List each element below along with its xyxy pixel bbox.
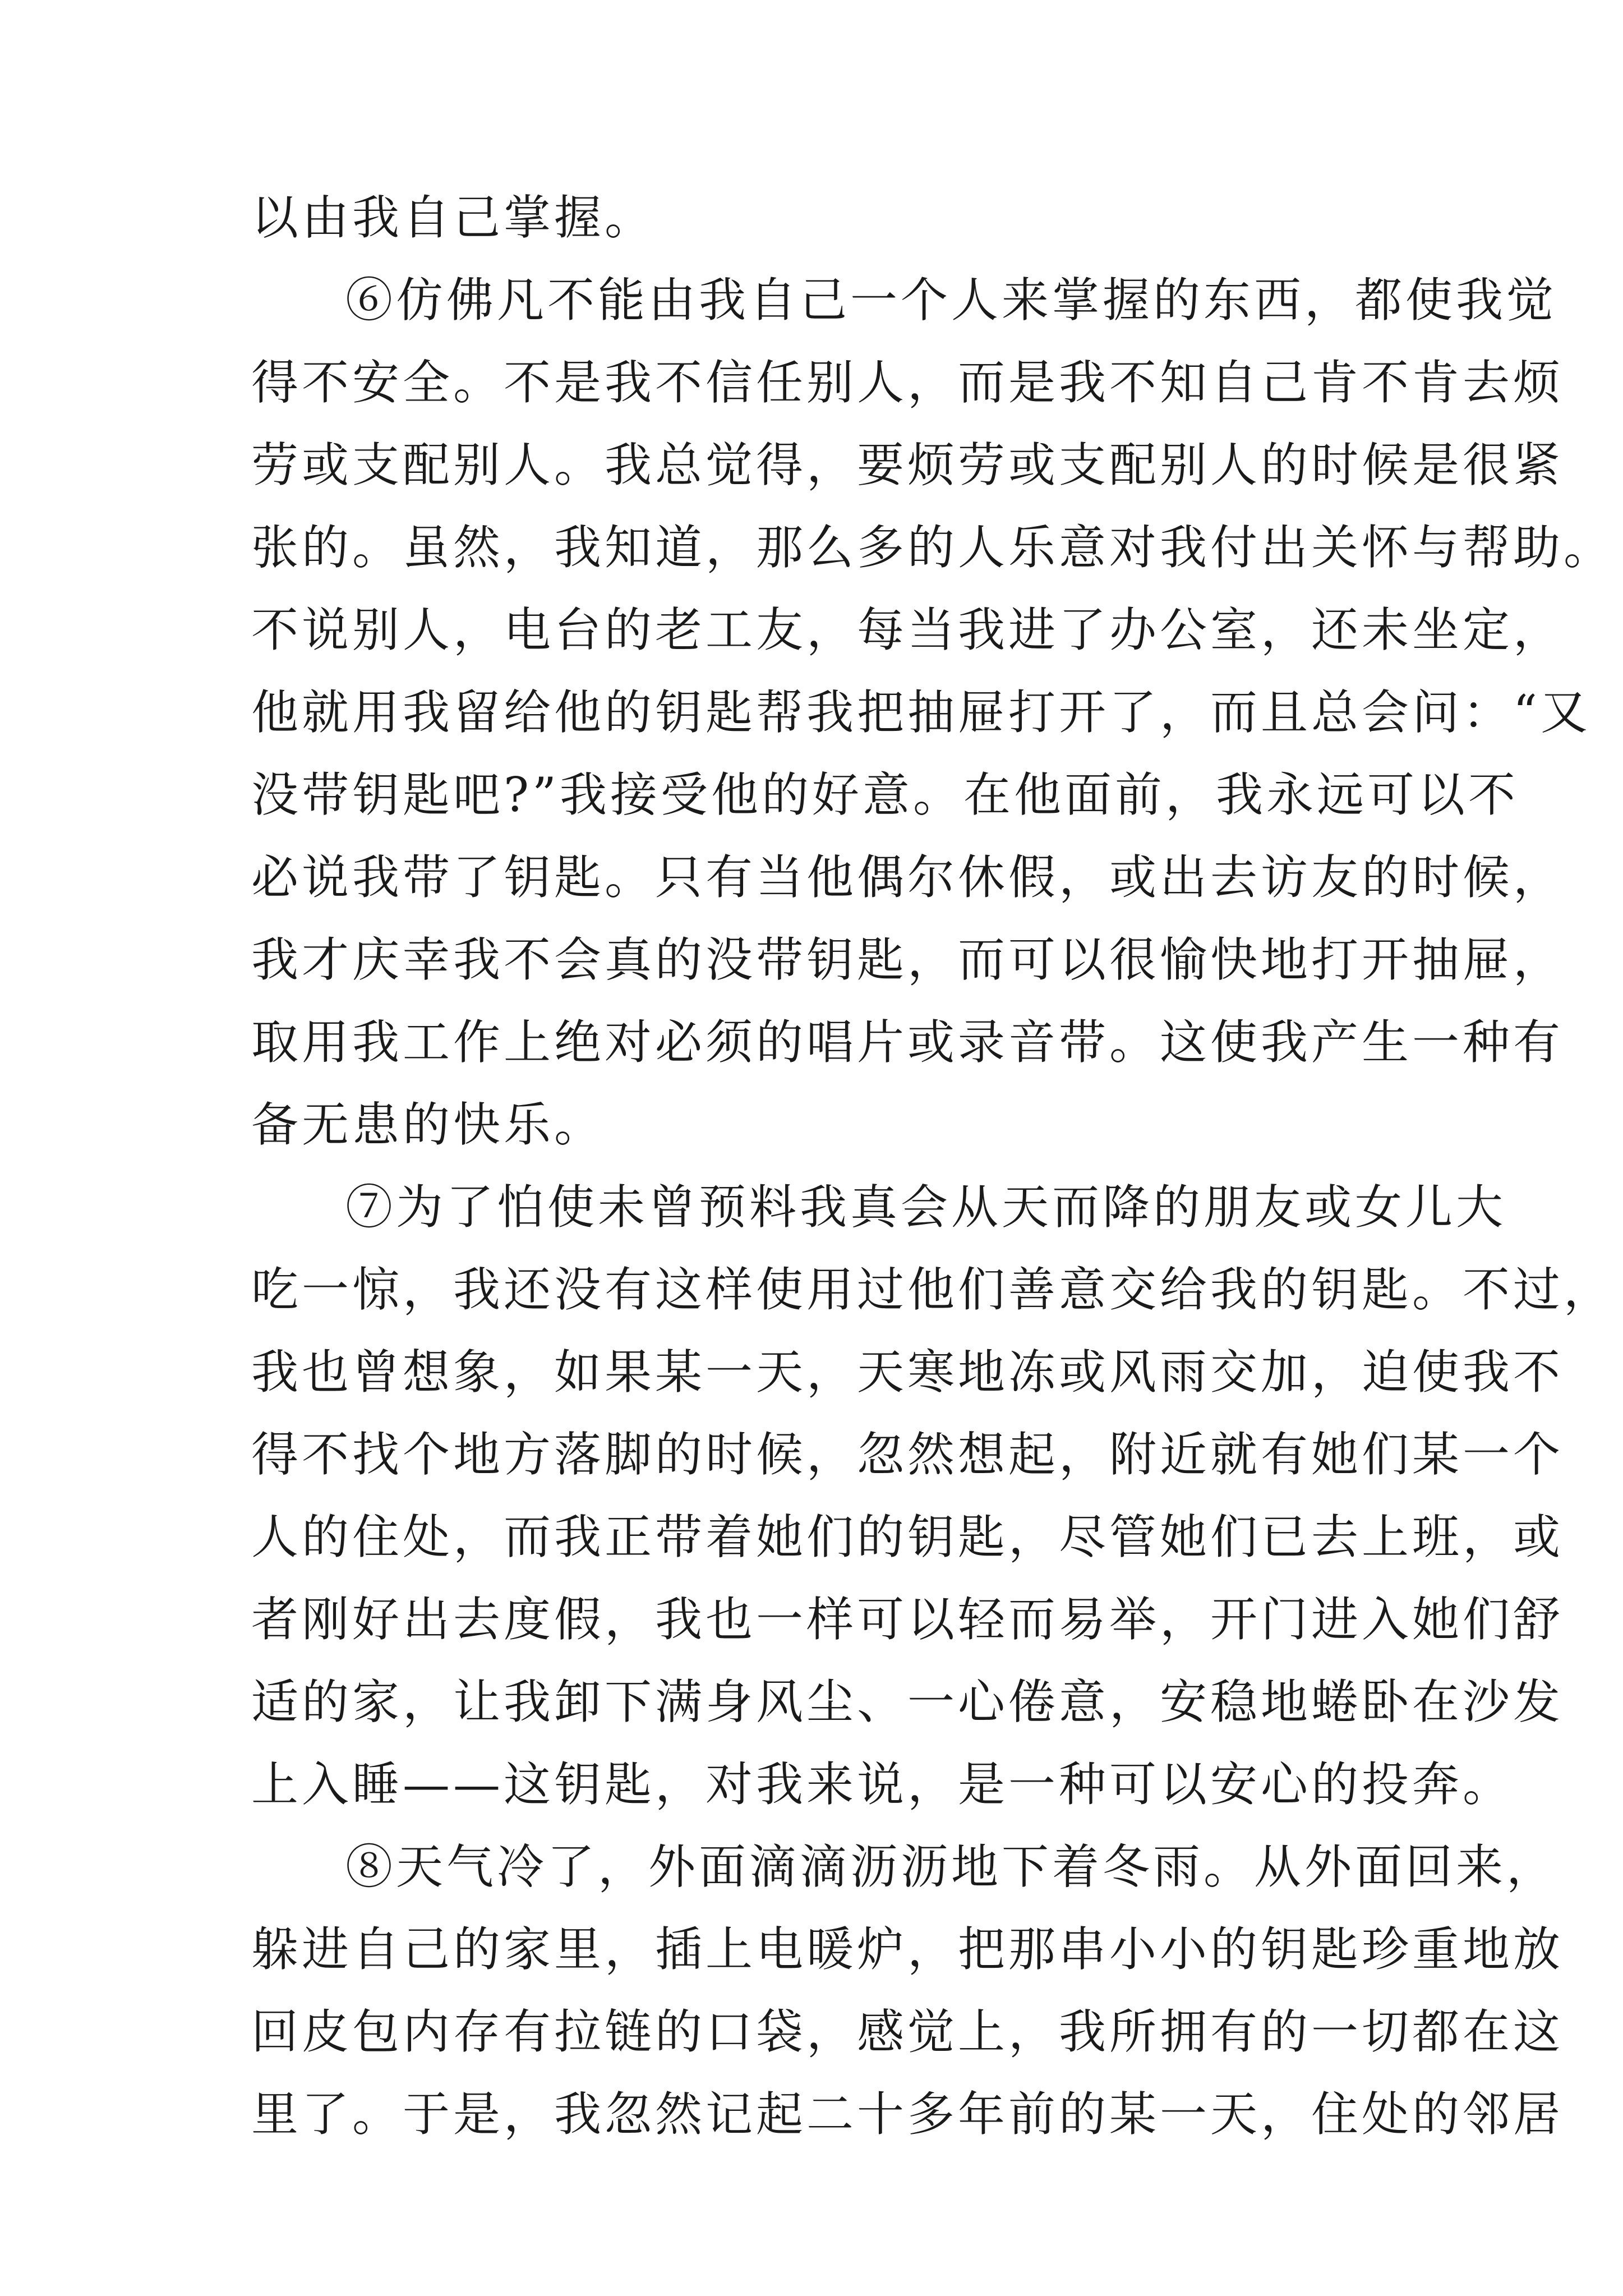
body-text	[251, 177, 1615, 2156]
text-line: 没带钥匙吧?”我接受他的好意。在他面前，我永远可以不	[251, 767, 1519, 822]
paragraph-8-start: ⑧天气冷了，外面滴滴沥沥地下着冬雨。从外面回来，	[345, 1839, 1557, 1894]
text-line: 不说别人，电台的老工友，每当我进了办公室，还未坐定，	[251, 602, 1564, 657]
text-line: 回皮包内存有拉链的口袋，感觉上，我所拥有的一切都在这	[251, 2004, 1564, 2059]
text-line: 他就用我留给他的钥匙帮我把抽屉打开了，而且总会问：“又	[251, 685, 1591, 740]
text-line: 上入睡——这钥匙，对我来说，是一种可以安心的投奔。	[251, 1757, 1514, 1812]
text-line: 张的。虽然，我知道，那么多的人乐意对我付出关怀与帮助。	[251, 520, 1615, 575]
text-line: 以由我自己掌握。	[251, 190, 656, 245]
text-line: 得不安全。不是我不信任别人，而是我不知自己肯不肯去烦	[251, 355, 1564, 410]
text-line: 我才庆幸我不会真的没带钥匙，而可以很愉快地打开抽屉，	[251, 932, 1564, 987]
text-line: 躲进自己的家里，插上电暖炉，把那串小小的钥匙珍重地放	[251, 1922, 1564, 1977]
text-line: 里了。于是，我忽然记起二十多年前的某一天，住处的邻居	[251, 2087, 1564, 2142]
paragraph-6-start: ⑥仿佛凡不能由我自己一个人来掌握的东西，都使我觉	[345, 273, 1557, 328]
text-line: 吃一惊，我还没有这样使用过他们善意交给我的钥匙。不过，	[251, 1262, 1615, 1317]
text-line: 适的家，让我卸下满身风尘、一心倦意，安稳地蜷卧在沙发	[251, 1674, 1564, 1729]
text-line: 者刚好出去度假，我也一样可以轻而易举，开门进入她们舒	[251, 1592, 1564, 1647]
text-line: 我也曾想象，如果某一天，天寒地冻或风雨交加，迫使我不	[251, 1345, 1564, 1400]
text-line: 取用我工作上绝对必须的唱片或录音带。这使我产生一种有	[251, 1015, 1564, 1070]
paragraph-7-start: ⑦为了怕使未曾预料我真会从天而降的朋友或女儿大	[345, 1180, 1507, 1235]
text-line: 备无患的快乐。	[251, 1097, 605, 1152]
text-line: 必说我带了钥匙。只有当他偶尔休假，或出去访友的时候，	[251, 850, 1564, 905]
text-line: 人的住处，而我正带着她们的钥匙，尽管她们已去上班，或	[251, 1510, 1564, 1565]
text-line: 得不找个地方落脚的时候，忽然想起，附近就有她们某一个	[251, 1427, 1564, 1482]
text-line: 劳或支配别人。我总觉得，要烦劳或支配别人的时候是很紧	[251, 438, 1564, 493]
